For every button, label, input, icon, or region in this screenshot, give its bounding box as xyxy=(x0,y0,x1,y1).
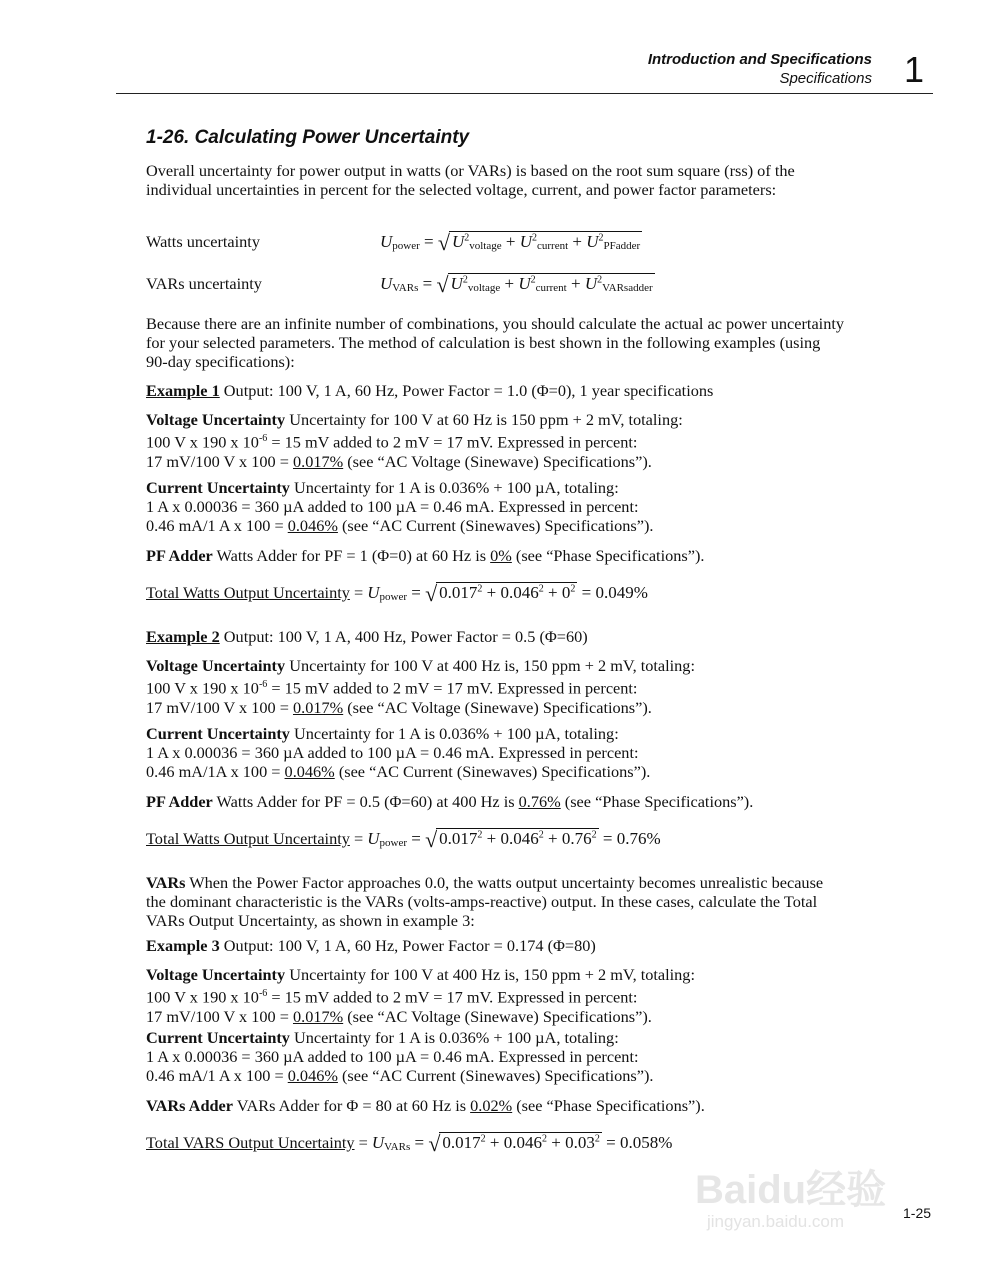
sqrt-icon: √ xyxy=(436,272,449,297)
page-number: 1-25 xyxy=(903,1205,932,1221)
sqrt-icon: √ xyxy=(425,581,438,606)
example-2-heading: Example 2 Output: 100 V, 1 A, 400 Hz, Power Factor = 0.5 (Φ=60) xyxy=(146,627,588,646)
vars-term-1: voltage xyxy=(467,282,501,294)
header-rule xyxy=(116,93,933,94)
example-2-pf-adder: PF Adder Watts Adder for PF = 0.5 (Φ=60) at 400 Hz is 0.76% (see “Phase Specifications”). xyxy=(146,792,754,811)
watermark-url: jingyan.baidu.com xyxy=(707,1212,845,1231)
example-3-heading: Example 3 Output: 100 V, 1 A, 60 Hz, Power Factor = 0.174 (Φ=80) xyxy=(146,936,596,955)
sqrt-icon: √ xyxy=(437,230,450,255)
vars-lhs-sub: VARs xyxy=(392,282,419,294)
example-2-current: Current Uncertainty Uncertainty for 1 A is 0.036% + 100 µA, totaling: 1 A x 0.00036 = 360 µA added to 100 µA = 0.46 mA. Expressed in percent: 0.46 mA/1A x 100 = 0.046% (see “AC Current (Sinewaves) Specifications”). xyxy=(146,724,651,782)
watts-lhs-sub: power xyxy=(392,240,420,252)
chapter-number: 1 xyxy=(904,49,925,90)
watts-label: Watts uncertainty xyxy=(146,232,260,251)
example-1-current: Current Uncertainty Uncertainty for 1 A is 0.036% + 100 µA, totaling: 1 A x 0.00036 = 360 µA added to 100 µA = 0.46 mA. Expressed in percent: 0.46 mA/1 A x 100 = 0.046% (see “AC Current (Sinewaves) Specifications”). xyxy=(146,478,654,536)
vars-note: VARs When the Power Factor approaches 0.0, the watts output uncertainty becomes unrealistic because the dominant characteristic is the VARs (volts-amps-reactive) output. In these cases, calculate the Total VARs Output Uncertainty, as shown in example 3: xyxy=(146,873,824,931)
vars-label: VARs uncertainty xyxy=(146,274,262,293)
running-header-subtitle: Specifications xyxy=(779,70,872,87)
watts-equation: Upower = √ $U^2voltage$ + $U^2current$ + $U^2PFadder$ xyxy=(380,230,641,255)
watts-term-1: voltage xyxy=(469,240,502,252)
running-header-title: Introduction and Specifications xyxy=(647,51,872,68)
sqrt-icon: √ xyxy=(428,1131,441,1156)
example-3-vars-adder: VARs Adder VARs Adder for Φ = 80 at 60 Hz is 0.02% (see “Phase Specifications”). xyxy=(146,1096,705,1115)
example-1-heading: Example 1 Output: 100 V, 1 A, 60 Hz, Power Factor = 1.0 (Φ=0), 1 year specifications xyxy=(146,381,714,400)
watts-formula xyxy=(146,232,260,252)
watts-radicand: $U^2voltage$ + $U^2current$ + $U^2PFadder$ xyxy=(449,231,642,252)
section-title: 1-26. Calculating Power Uncertainty xyxy=(146,127,470,148)
example-3-voltage: Voltage Uncertainty Uncertainty for 100 V at 400 Hz is, 150 ppm + 2 mV, totaling: 100 V x 190 x $10^{-6} = 15$ mV added to 2 mV = 17 mV. Expressed in percent: 17 mV/100 V x 100 = 0.017% (see “AC Voltage (Sinewave) Specifications”). xyxy=(146,965,695,1026)
watts-term-3: PFadder xyxy=(603,240,641,252)
watts-term-2: current xyxy=(537,240,569,252)
vars-term-3: VARsadder xyxy=(602,282,653,294)
vars-term-2: current xyxy=(535,282,567,294)
vars-lhs: U xyxy=(380,274,393,293)
method-paragraph: Because there are an infinite number of combinations, you should calculate the actual ac power uncertainty for your selected parameters. The method of calculation is best shown in the following examples (using 90-day specifications): xyxy=(146,314,845,372)
example-1-voltage: Voltage Uncertainty Uncertainty for 100 V at 60 Hz is 150 ppm + 2 mV, totaling: 100 V x 190 x $10^{-6} = 15$ mV added to 2 mV = 17 mV. Expressed in percent: 17 mV/100 V x 100 = 0.017% (see “AC Voltage (Sinewave) Specifications”). xyxy=(146,410,683,471)
example-1-pf-adder: PF Adder Watts Adder for PF = 1 (Φ=0) at 60 Hz is 0% (see “Phase Specifications”). xyxy=(146,546,705,565)
watermark-logo: Baidu经验 xyxy=(695,1168,887,1212)
example-3-total: Total VARS Output Uncertainty = UVARs = √ $0.017^2 + 0.046^2 + 0.03^2 = 0.058\%$ xyxy=(146,1131,673,1156)
vars-radicand: $U^2voltage$ + $U^2current$ + $U^2VARsadder$ xyxy=(448,273,655,294)
watts-lhs: U xyxy=(380,232,393,251)
example-3-current: Current Uncertainty Uncertainty for 1 A is 0.036% + 100 µA, totaling: 1 A x 0.00036 = 360 µA added to 100 µA = 0.46 mA. Expressed in percent: 0.46 mA/1 A x 100 = 0.046% (see “AC Current (Sinewaves) Specifications”). xyxy=(146,1028,654,1086)
example-2-total: Total Watts Output Uncertainty = Upower = √ $0.017^2 + 0.046^2 + 0.76^2 = 0.76\%$ xyxy=(146,827,661,852)
intro-paragraph: Overall uncertainty for power output in watts (or VARs) is based on the root sum square (rss) of the individual uncertainties in percent for the selected voltage, current, and power factor parameters: xyxy=(146,161,795,200)
vars-formula xyxy=(146,274,262,294)
sqrt-icon: √ xyxy=(425,827,438,852)
example-1-total: Total Watts Output Uncertainty = Upower = √ $0.017^2 + 0.046^2 + 0^2 = 0.049\%$ xyxy=(146,581,648,606)
vars-equation: UVARs = √ $U^2voltage$ + $U^2current$ + $U^2VARsadder$ xyxy=(380,272,653,297)
example-2-voltage: Voltage Uncertainty Uncertainty for 100 V at 400 Hz is, 150 ppm + 2 mV, totaling: 100 V x 190 x $10^{-6} = 15$ mV added to 2 mV = 17 mV. Expressed in percent: 17 mV/100 V x 100 = 0.017% (see “AC Voltage (Sinewave) Specifications”). xyxy=(146,656,695,717)
